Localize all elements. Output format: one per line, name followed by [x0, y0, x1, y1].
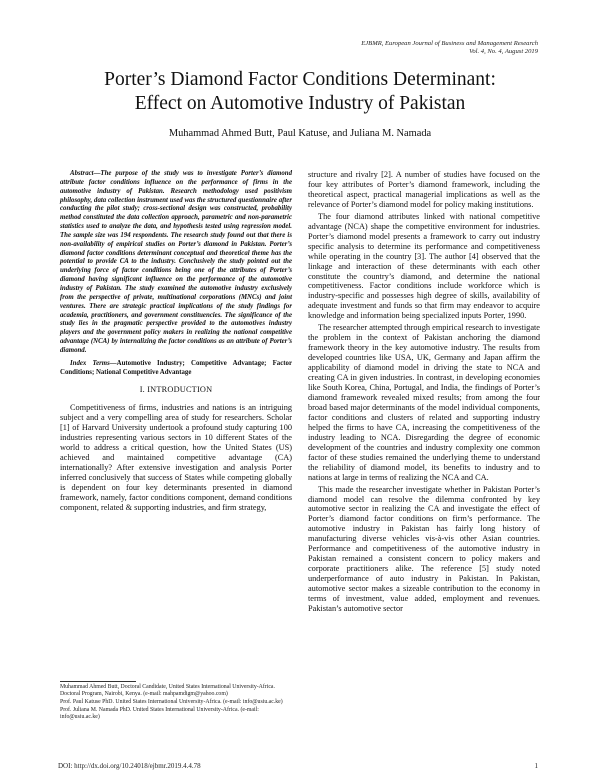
doi-label: DOI: — [58, 762, 75, 770]
title-line-1: Porter’s Diamond Factor Conditions Determinant: — [104, 69, 496, 90]
footnotes — [60, 684, 296, 722]
doi-link[interactable]: http://dx.doi.org/10.24018/ejbmr.2019.4.4.78 — [74, 762, 201, 770]
index-terms-text: —Automotive Industry; Competitive Advantage; Factor Conditions; National Competitive Advantage — [60, 359, 292, 376]
footnote-rule — [60, 681, 136, 682]
section-heading-introduction: I. INTRODUCTION — [139, 385, 213, 395]
page-number: 1 — [534, 762, 538, 770]
paragraph: The four diamond attributes linked with national competitive advantage (NCA) shape the competitive environment for industries. Porter’s diamond model presents a framework to carry out industry specific analysis to determine its performance and competitiveness while operating in the country [3]. The author [4] observed that the linkage and interaction of these determinants with each other constitute the country’s diamond, and determine the national competitiveness. Factor conditions include workforce which is industry-specific and possesses high degree of skills, availability of adequate investment and funds so that firm may endeavor to acquire knowledge and information being specialized inputs Porter, 1990. — [308, 211, 540, 321]
footnote-author-3: Prof. Juliana M. Namada PhD. United States International University-Africa. (e-mail: info@usiu.ac.ke) — [60, 707, 259, 721]
author-list: Muhammad Ahmed Butt, Paul Katuse, and Juliana M. Namada — [168, 128, 432, 139]
footnote-author-1: Muhammad Ahmed Butt, Doctoral Candidate, United States International University-Africa. Doctoral Program, Nairobi, Kenya. (e-mail: mahpamdigm@yahoo.com) — [60, 684, 275, 698]
paragraph: structure and rivalry [2]. A number of studies have focused on the four key attributes of Porter’s diamond framework, including the theoretical aspect, practical managerial implications as well as the relevance of Porter’s diamond model for policy making institutions. — [308, 170, 540, 209]
journal-header — [361, 40, 538, 57]
abstract — [60, 170, 292, 356]
paragraph: This made the researcher investigate whether in Pakistan Porter’s diamond model can resolve the dilemma confronted by key automotive sector in realizing the CA and investigate the effect of Porter’s diamond factor conditions on firm’s performance. The automotive industry in Pakistan has fairly long history of manufacturing diverse vehicles vis-à-vis other Asian countries. Performance and competitiveness of the automotive industry in Pakistan remained a consistent concern to policy makers and corporate practitioners alike. The reference [5] study noted underperformance of auto industry in Pakistan. In Pakistan, automotive sector makes a sizeable contribution to the economy in terms of investment, value added, employment and revenues. Pakistan’s automotive sector — [308, 484, 540, 613]
journal-name: EJBMR, European Journal of Business and Management Research — [361, 40, 538, 47]
index-terms — [60, 360, 292, 378]
abstract-lead: Abstract — [70, 170, 94, 177]
title-line-2: Effect on Automotive Industry of Pakistan — [134, 93, 466, 114]
right-column — [308, 170, 540, 616]
left-column — [60, 170, 292, 515]
doi-line — [58, 762, 201, 770]
paper-title — [60, 68, 540, 116]
index-terms-lead: Index Terms — [70, 359, 110, 367]
paragraph: The researcher attempted through empirical research to investigate the problem in the context of Pakistan anchoring the diamond framework theory in the key automotive industry. The results from developed countries like USA, UK, Germany and Japan affirm the applicability of diamond model in driving the state to NCA and creating CA in given industries. In contrast, in developing economies like South Korea, China, Portugal, and India, the findings of Porter’s diamond framework revealed mixed results; from among the four broad based major determinants of the model individual components, factor conditions and clusters of related and supporting industry helped the firms to have CA, increasing the competitiveness of the industry leading to NCA. Disregarding the degree of economic development of the countries and industry complexity one common factor of these studies remained the underlying theme to understand the reliability of diamond model, its benefits to industry and to nations at large in terms of realizing the NCA and CA. — [308, 323, 540, 482]
paragraph: Competitiveness of firms, industries and nations is an intriguing subject and a very compelling area of study for researchers. Scholar [1] of Harvard University undertook a profound study capturing 100 industries representing various sectors in 10 different States of the world to address a critical question, how the United States (US) achieved and maintained competitive advantage (CA) internationally? After extensive investigation and analysis Porter inferred conclusively that success of States while competing globally is dependent on four key determinants presented in diamond framework, namely, factor conditions component, demand conditions component, related & supporting industries, and firm strategy, — [60, 403, 292, 512]
journal-issue: Vol. 4, No. 4, August 2019 — [469, 48, 538, 56]
footnote-author-2: Prof. Paul Katuse PhD. United States International University-Africa. (e-mail: info@usiu.ac.ke) — [60, 699, 283, 706]
abstract-text: —The purpose of the study was to investigate Porter’s diamond attribute factor conditions influence on the performance of firms in the automotive industry of Pakistan. Research methodology used positivism philosophy, data collection instrument used was the structured questionnaire after conducting the pilot study; cross-sectional design was constructed, probability method constituted the data collection approach, parametric and non-parametric statistics used to analyze the data, and hypothesis tested using regression model. The sample size was 194 respondents. The research study found out that there is non-availability of empirical studies on Porter’s diamond in Pakistan. Porter’s diamond factor conditions determinant conceptual and theoretical theme has the potential to provide CA to the industry. Conclusively the study pointed out the underlying force of factor conditions being one of the attributes of Porter’s diamond having significant influence on the performance of the automotive industry of Pakistan. The study examined the automotive industry exclusively from the perspective of private, multinational corporations (MNCs) and joint ventures. There are strategic practical implications of the study findings for academia, practitioners, and government constituencies. The significance of the study lies in the pragmatic perspective provided to the automotives industry players and the government policy makers in realizing the national competitive advantage (NCA) by internalizing the factor conditions as an attribute of Porter’s diamond. — [60, 170, 292, 354]
